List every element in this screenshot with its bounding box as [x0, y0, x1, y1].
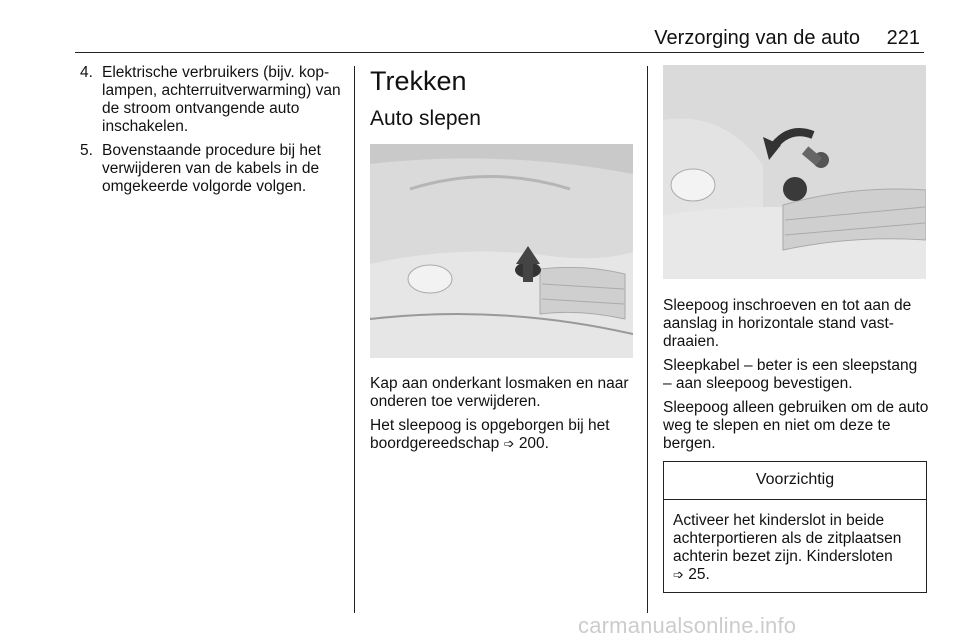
paragraph: Sleepoog inschroeven en tot aan de aanslag in horizontale stand vast-draaien.: [663, 297, 912, 350]
column-left: [80, 64, 346, 202]
paragraph-text: Het sleepoog is opgeborgen bij het boordgereedschap: [370, 417, 610, 452]
column-divider-left: [354, 66, 355, 613]
section-title: Verzorging van de auto: [654, 27, 860, 49]
column-right: [663, 64, 929, 593]
section-heading: Trekken: [370, 66, 467, 96]
bumper-cover-drawing: [370, 144, 633, 358]
illustration-tow-eye: [663, 65, 926, 279]
caution-text: Activeer het kinderslot in beide achterportieren als de zitplaatsen achterin bezet zijn. Kindersloten: [673, 512, 902, 565]
column-middle: [370, 64, 636, 459]
list-number: 5.: [80, 142, 93, 159]
caution-title: Voorzichtig: [664, 462, 926, 500]
subsection-heading: Auto slepen: [370, 107, 481, 130]
list-item: [80, 64, 346, 136]
page-reference-icon: ➩: [503, 436, 515, 451]
tow-eye-drawing: [663, 65, 926, 279]
illustration-bumper-cover: [370, 144, 633, 358]
caution-body: [664, 500, 926, 592]
list-number: 4.: [80, 64, 93, 81]
page-number: 221: [886, 27, 920, 49]
list-text: Bovenstaande procedure bij het verwijderen van de kabels in de omgekeerde volgorde volgen.: [102, 142, 321, 195]
page-reference[interactable]: 200.: [518, 435, 549, 452]
paragraph: Sleepoog alleen gebruiken om de auto weg te slepen en niet om deze te bergen.: [663, 399, 929, 452]
list-item: [80, 142, 346, 196]
watermark: carmanualsonline.info: [578, 613, 797, 638]
caution-box: [663, 461, 927, 593]
list-text: Elektrische verbruikers (bijv. kop-lampen, achterruitverwarming) van de stroom ontvangende auto inschakelen.: [102, 64, 341, 135]
paragraph: Sleepkabel – beter is een sleepstang – aan sleepoog bevestigen.: [663, 357, 918, 392]
page-reference[interactable]: 25.: [688, 566, 710, 583]
paragraph: Kap aan onderkant losmaken en naar onderen toe verwijderen.: [370, 375, 629, 410]
column-divider-right: [647, 66, 648, 613]
paragraph: [370, 417, 636, 453]
header-divider: [75, 52, 924, 53]
page-reference-icon: ➩: [673, 567, 684, 582]
